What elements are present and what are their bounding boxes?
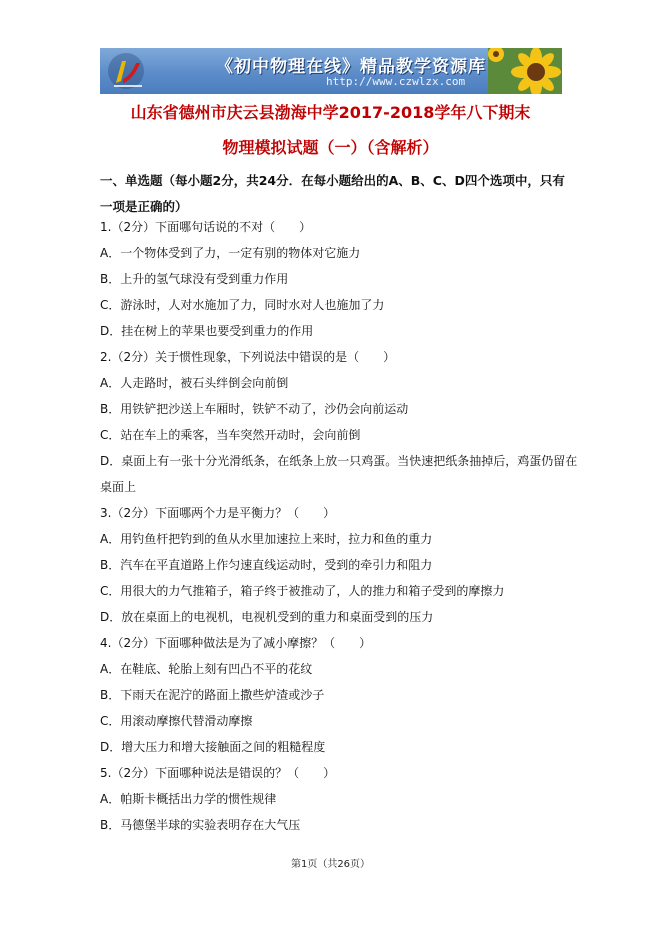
document-title-line-2: 物理模拟试题（一）（含解析） <box>222 138 439 157</box>
text-line: 2.（2分）关于惯性现象，下列说法中错误的是（ ） <box>100 350 396 364</box>
text-line: A．用钓鱼杆把钓到的鱼从水里加速拉上来时，拉力和鱼的重力 <box>100 532 433 546</box>
section-heading: 一、单选题（每小题2分，共24分．在每小题给出的A、B、C、D四个选项中，只有一项是正确的） <box>100 173 565 214</box>
text-line: A．帕斯卡概括出力学的惯性规律 <box>100 792 277 806</box>
text-line: B．马德堡半球的实验表明存在大气压 <box>100 818 301 832</box>
page-footer: 第1页（共26页） <box>290 859 371 870</box>
text-line: D．放在桌面上的电视机，电视机受到的重力和桌面受到的压力 <box>100 610 434 624</box>
text-line: B．汽车在平直道路上作匀速直线运动时，受到的牵引力和阻力 <box>100 558 433 572</box>
text-line: C．游泳时，人对水施加了力，同时水对人也施加了力 <box>100 298 385 312</box>
banner-url: http://www.czwlzx.com <box>326 75 466 88</box>
sunflower-icon <box>488 48 562 94</box>
banner-title: 《初中物理在线》精品教学资源库 <box>216 57 486 77</box>
text-line: A．一个物体受到了力，一定有别的物体对它施力 <box>100 246 361 260</box>
text-line: B．上升的氢气球没有受到重力作用 <box>100 272 289 286</box>
text-line: 1.（2分）下面哪句话说的不对（ ） <box>100 220 312 234</box>
text-line: C．站在车上的乘客，当车突然开动时，会向前倒 <box>100 428 361 442</box>
banner <box>100 48 562 94</box>
text-line: D．增大压力和增大接触面之间的粗糙程度 <box>100 740 326 754</box>
text-line: C．用很大的力气推箱子，箱子终于被推动了，人的推力和箱子受到的摩擦力 <box>100 584 505 598</box>
text-line: D．桌面上有一张十分光滑纸条，在纸条上放一只鸡蛋。当快速把纸条抽掉后，鸡蛋仍留在 <box>100 454 578 468</box>
text-line: B．用铁铲把沙送上车厢时，铁铲不动了，沙仍会向前运动 <box>100 402 409 416</box>
text-line: C．用滚动摩擦代替滑动摩擦 <box>100 714 253 728</box>
text-line: 3.（2分）下面哪两个力是平衡力？（ ） <box>100 506 336 520</box>
document-title-line-1: 山东省德州市庆云县渤海中学2017-2018学年八下期末 <box>130 103 531 122</box>
text-line: 4.（2分）下面哪种做法是为了减小摩擦？（ ） <box>100 636 372 650</box>
text-line: A．人走路时，被石头绊倒会向前倒 <box>100 376 289 390</box>
text-line: B．下雨天在泥泞的路面上撒些炉渣或沙子 <box>100 688 325 702</box>
text-line: A．在鞋底、轮胎上刻有凹凸不平的花纹 <box>100 662 313 676</box>
logo-icon <box>106 51 148 91</box>
text-line: D．挂在树上的苹果也要受到重力的作用 <box>100 324 314 338</box>
text-line: 桌面上 <box>100 480 137 494</box>
text-line: 5.（2分）下面哪种说法是错误的？（ ） <box>100 766 336 780</box>
